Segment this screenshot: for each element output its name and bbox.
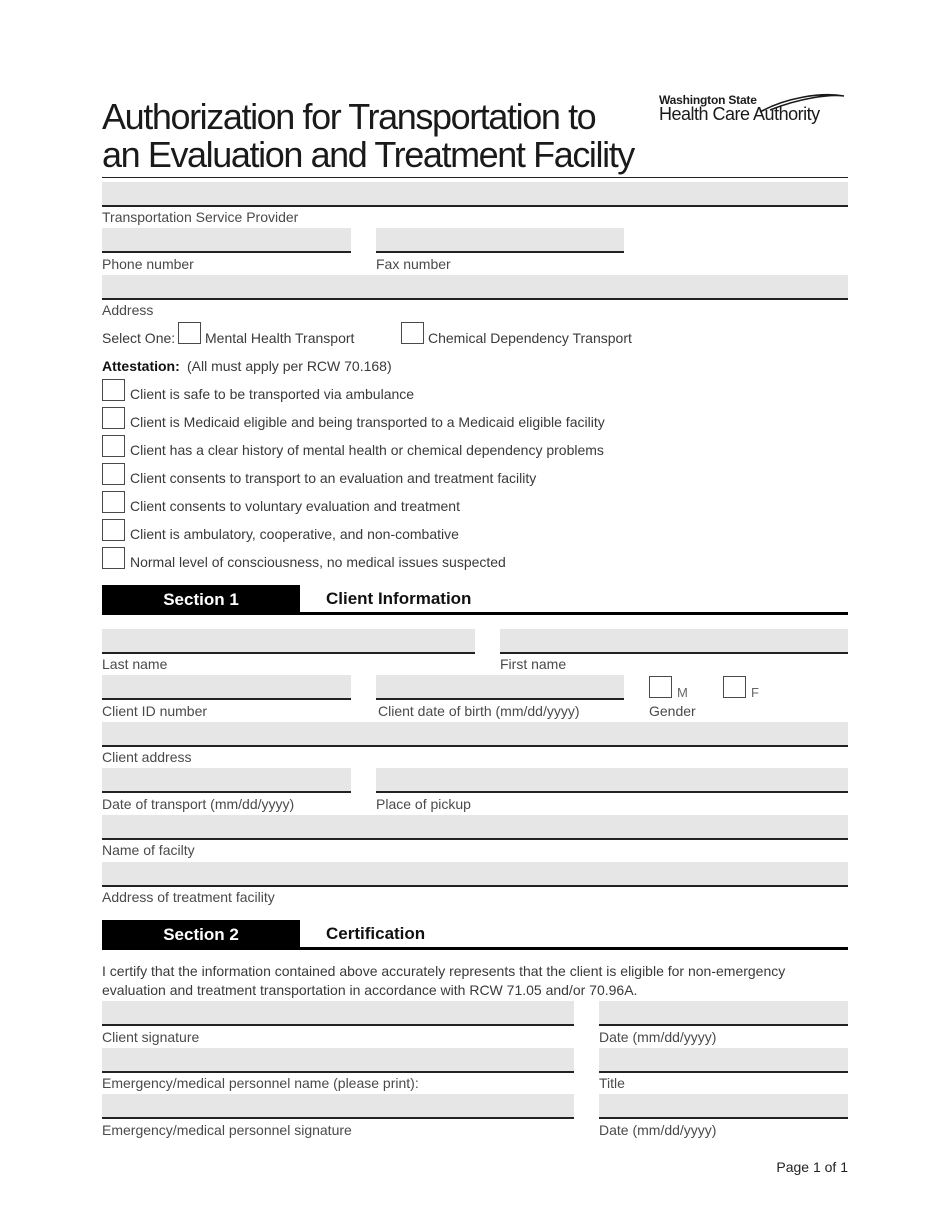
attestation-label: Attestation: — [102, 358, 180, 374]
title-line-1: Authorization for Transportation to — [102, 96, 596, 137]
gender-f-label: F — [751, 685, 759, 700]
attestation-checkbox-1[interactable] — [102, 379, 125, 401]
section-2-rule — [102, 947, 848, 950]
date-transport-input[interactable] — [102, 768, 351, 793]
transport-provider-input[interactable] — [102, 182, 848, 207]
personnel-signature-label: Emergency/medical personnel signature — [102, 1122, 352, 1138]
transport-provider-label: Transportation Service Provider — [102, 209, 299, 225]
attestation-item-6: Client is ambulatory, cooperative, and non-combative — [130, 526, 459, 542]
place-pickup-input[interactable] — [376, 768, 848, 793]
phone-label: Phone number — [102, 256, 194, 272]
gender-f-checkbox[interactable] — [723, 676, 746, 698]
select-one-label: Select One: — [102, 330, 176, 346]
personnel-name-label: Emergency/medical personnel name (please print): — [102, 1075, 419, 1091]
chemical-dependency-checkbox[interactable] — [401, 322, 424, 344]
attestation-checkbox-4[interactable] — [102, 463, 125, 485]
facility-address-input[interactable] — [102, 862, 848, 887]
gender-m-label: M — [677, 685, 688, 700]
title-label: Title — [599, 1075, 625, 1091]
fax-input[interactable] — [376, 228, 624, 253]
attestation-note: (All must apply per RCW 70.168) — [187, 358, 392, 374]
logo-big-text: Health Care Authority — [659, 104, 820, 124]
section-1-rule — [102, 612, 848, 615]
attestation-item-3: Client has a clear history of mental health or chemical dependency problems — [130, 442, 604, 458]
attestation-checkbox-2[interactable] — [102, 407, 125, 429]
date-2-label: Date (mm/dd/yyyy) — [599, 1122, 717, 1138]
first-name-label: First name — [500, 656, 567, 672]
personnel-signature-input[interactable] — [102, 1094, 574, 1119]
phone-input[interactable] — [102, 228, 351, 253]
date-1-label: Date (mm/dd/yyyy) — [599, 1029, 717, 1045]
date-2-input[interactable] — [599, 1094, 848, 1119]
mental-health-checkbox[interactable] — [178, 322, 201, 344]
date-transport-label: Date of transport (mm/dd/yyyy) — [102, 796, 295, 812]
section-2-title: Certification — [326, 924, 426, 943]
attestation-item-7: Normal level of consciousness, no medical issues suspected — [130, 554, 506, 570]
client-address-label: Client address — [102, 749, 192, 765]
dob-input[interactable] — [376, 675, 624, 700]
attestation-item-2: Client is Medicaid eligible and being transported to a Medicaid eligible facility — [130, 414, 605, 430]
gender-m-checkbox[interactable] — [649, 676, 672, 698]
client-signature-input[interactable] — [102, 1001, 574, 1026]
first-name-input[interactable] — [500, 629, 848, 654]
address-label: Address — [102, 302, 154, 318]
attestation-checkbox-7[interactable] — [102, 547, 125, 569]
header-rule — [102, 177, 848, 178]
address-input[interactable] — [102, 275, 848, 300]
attestation-checkbox-5[interactable] — [102, 491, 125, 513]
place-pickup-label: Place of pickup — [376, 796, 471, 812]
logo-small-text: Washington State — [659, 93, 757, 107]
client-signature-label: Client signature — [102, 1029, 200, 1045]
attestation-checkbox-3[interactable] — [102, 435, 125, 457]
certification-paragraph: I certify that the information contained above accurately represents that the client is eligible for non-emergency evaluation and treatment transportation in accordance with RCW 71.05 and/or 70.96A. — [102, 963, 786, 998]
date-1-input[interactable] — [599, 1001, 848, 1026]
attestation-item-1: Client is safe to be transported via ambulance — [130, 386, 415, 402]
section-1-badge: Section 1 — [102, 585, 300, 614]
attestation-item-4: Client consents to transport to an evaluation and treatment facility — [130, 470, 537, 486]
form-title — [102, 98, 662, 174]
client-id-label: Client ID number — [102, 703, 208, 719]
gender-label: Gender — [649, 703, 696, 719]
chemical-dependency-label: Chemical Dependency Transport — [428, 330, 632, 346]
fax-label: Fax number — [376, 256, 451, 272]
facility-name-label: Name of facilty — [102, 842, 195, 858]
facility-name-input[interactable] — [102, 815, 848, 840]
logo-swoosh-icon — [740, 90, 848, 126]
client-id-input[interactable] — [102, 675, 351, 700]
title-input[interactable] — [599, 1048, 848, 1073]
section-2-badge: Section 2 — [102, 920, 300, 949]
personnel-name-input[interactable] — [102, 1048, 574, 1073]
section-1-title: Client Information — [326, 589, 472, 608]
dob-label: Client date of birth (mm/dd/yyyy) — [378, 703, 580, 719]
last-name-label: Last name — [102, 656, 168, 672]
title-line-2: an Evaluation and Treatment Facility — [102, 134, 634, 175]
page-number: Page 1 of 1 — [776, 1159, 848, 1175]
last-name-input[interactable] — [102, 629, 475, 654]
facility-address-label: Address of treatment facility — [102, 889, 275, 905]
attestation-checkbox-6[interactable] — [102, 519, 125, 541]
mental-health-label: Mental Health Transport — [205, 330, 355, 346]
attestation-item-5: Client consents to voluntary evaluation and treatment — [130, 498, 460, 514]
client-address-input[interactable] — [102, 722, 848, 747]
